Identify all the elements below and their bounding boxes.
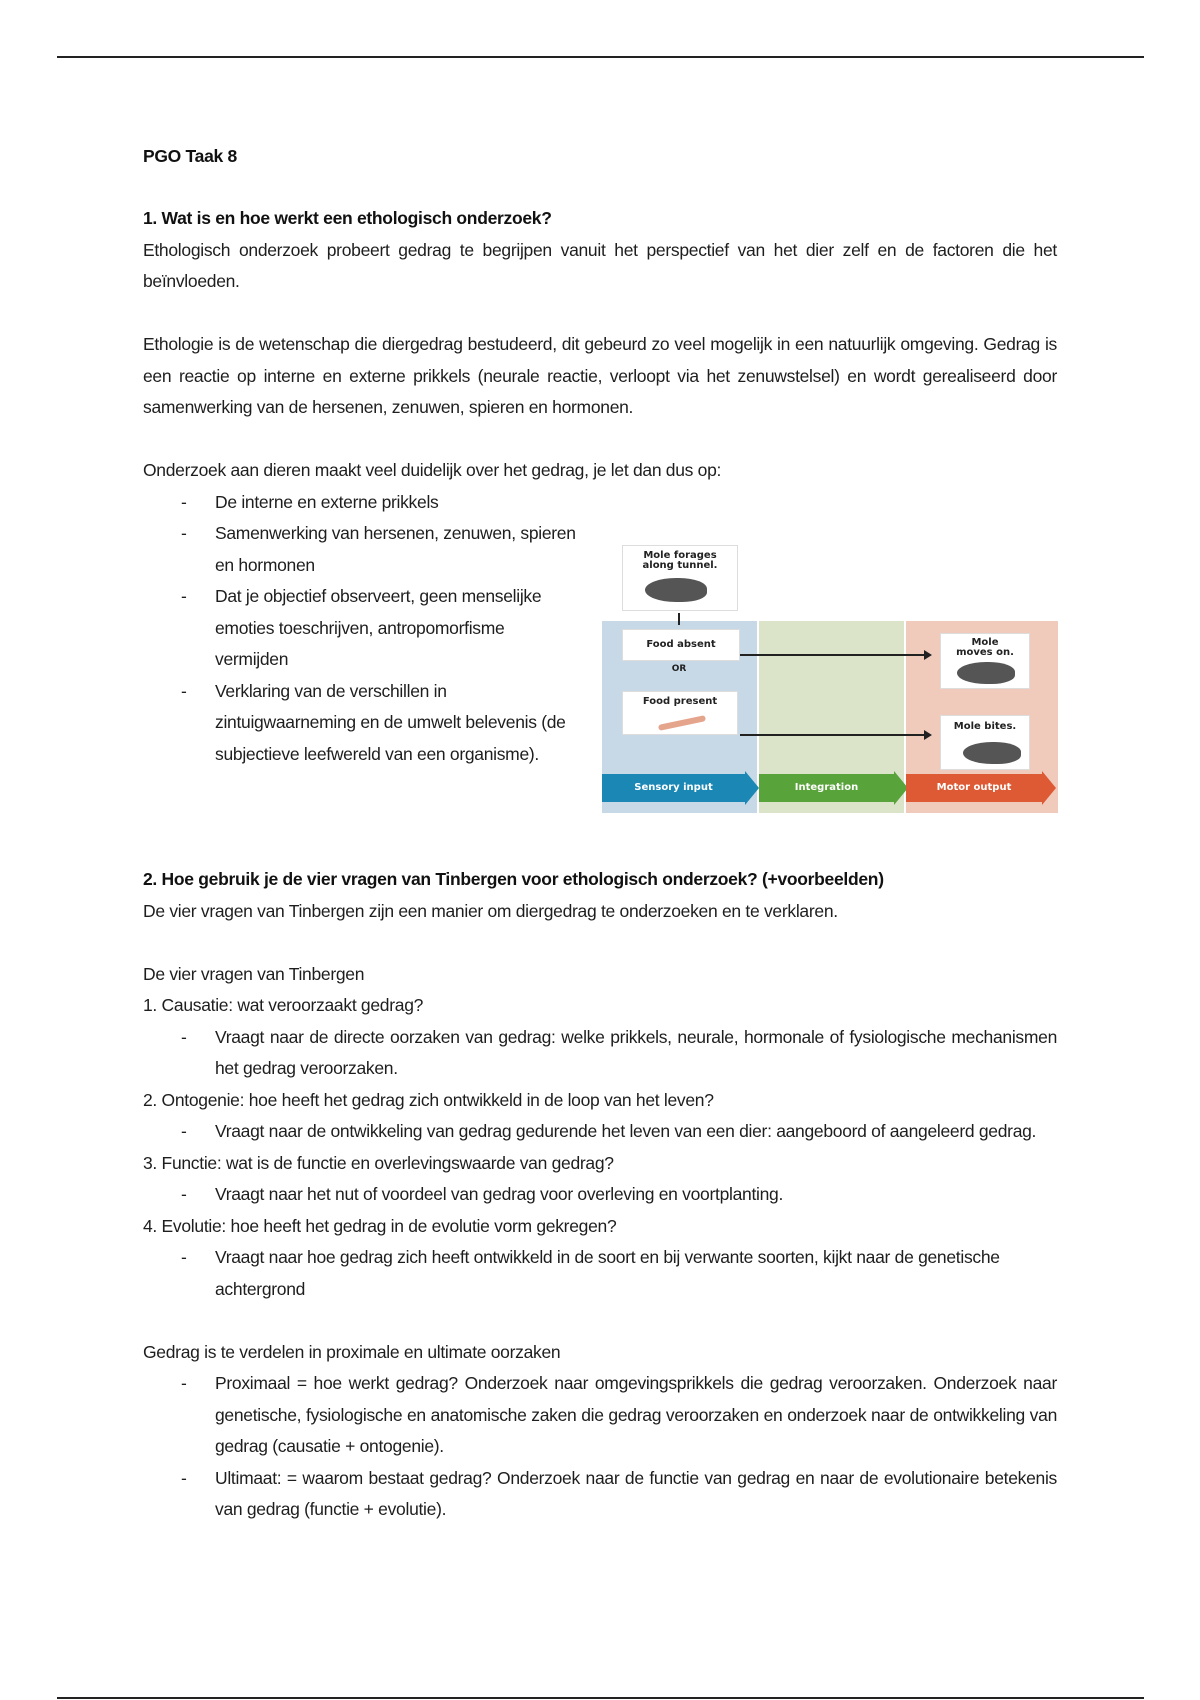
mole-bites-box [940, 715, 1030, 770]
header-rule [57, 56, 1144, 58]
list-item: - Vraagt naar het nut of voordeel van gedrag voor overleving en voortplanting. [143, 1179, 1057, 1211]
mole-moves-on-box [940, 633, 1030, 689]
food-present-box [622, 691, 738, 735]
worm-image [658, 715, 706, 731]
list-item: - Vraagt naar de directe oorzaken van gedrag: welke prikkels, neurale, hormonale of fysiologische mechanismen het gedrag veroorzaken. [143, 1022, 1057, 1085]
arrow-present-to-bites [740, 734, 930, 736]
section-2-heading: 2. Hoe gebruik je de vier vragen van Tinbergen voor ethologisch onderzoek? (+voorbeelden) [143, 869, 884, 889]
question-ontogenie: 2. Ontogenie: hoe heeft het gedrag zich ontwikkeld in de loop van het leven? [143, 1089, 714, 1110]
mole-forages-box [622, 545, 738, 611]
list-item: - Verklaring van de verschillen in zintuigwaarneming en de umwelt belevenis (de subjectieve leefwereld van een organisme). [143, 676, 578, 771]
question-functie: 3. Functie: wat is de functie en overlevingswaarde van gedrag? [143, 1152, 614, 1173]
or-label: OR [671, 664, 687, 674]
section-2-paragraph-2: Gedrag is te verdelen in proximale en ultimate oorzaken [143, 1341, 561, 1362]
mole-image [957, 662, 1015, 684]
list-item: - Vraagt naar hoe gedrag zich heeft ontwikkeld in de soort en bij verwante soorten, kijkt naar de genetische achtergrond [143, 1242, 1057, 1305]
footer-rule [57, 1697, 1144, 1699]
food-present-label: Food present [642, 696, 718, 707]
document-title: PGO Taak 8 [143, 146, 237, 166]
section-1-paragraph-1: Ethologisch onderzoek probeert gedrag te begrijpen vanuit het perspectief van het dier zelf en de factoren die het beïnvloeden. [143, 239, 1057, 291]
section-1-paragraph-3: Onderzoek aan dieren maakt veel duidelijk over het gedrag, je let dan dus op: [143, 460, 722, 480]
stimulus-response-diagram [602, 543, 1058, 815]
arrow-absent-to-moves [740, 654, 930, 656]
moves-on-label: Mole moves on. [956, 637, 1014, 658]
mole-image [645, 578, 707, 602]
mole-image [963, 742, 1021, 764]
food-absent-box: Food absent [622, 629, 740, 661]
section-1-heading: 1. Wat is en hoe werkt een ethologisch onderzoek? [143, 208, 552, 228]
list-item: - Samenwerking van hersenen, zenuwen, spieren en hormonen [143, 518, 578, 581]
list-item: - Ultimaat: = waarom bestaat gedrag? Onderzoek naar de functie van gedrag en naar de evolutionaire betekenis van gedrag (functie + evolutie). [143, 1463, 1057, 1526]
integration-band: Integration [759, 774, 894, 802]
section-2-paragraph-1: De vier vragen van Tinbergen zijn een manier om diergedrag te onderzoeken en te verklaren. [143, 900, 838, 921]
list-item: - Proximaal = hoe werkt gedrag? Onderzoek naar omgevingsprikkels die gedrag veroorzaken. Onderzoek naar genetische, fysiologische en anatomische zaken die gedrag veroorzaken en onderzoek naar de ontwikkeling van gedrag (causatie + ontogenie). [143, 1368, 1057, 1463]
list-item: - Vraagt naar de ontwikkeling van gedrag gedurende het leven van een dier: aangeboord of aangeleerd gedrag. [143, 1116, 1057, 1148]
motor-output-band: Motor output [906, 774, 1042, 802]
question-causatie: 1. Causatie: wat veroorzaakt gedrag? [143, 995, 424, 1015]
sensory-input-band: Sensory input [602, 774, 745, 802]
list-item: - Dat je objectief observeert, geen menselijke emoties toeschrijven, antropomorfisme vermijden [143, 581, 578, 676]
tinbergen-list-title: De vier vragen van Tinbergen [143, 963, 365, 984]
section-2 [143, 864, 1057, 1526]
down-arrow-icon [678, 613, 680, 625]
section-1-paragraph-2: Ethologie is de wetenschap die diergedrag bestudeerd, dit gebeurd zo veel mogelijk in een natuurlijk omgeving. Gedrag is een reactie op interne en externe prikkels (neurale reactie, verloopt via het zenuwstelsel) en wordt gerealiseerd door samenwerking van de hersenen, zenuwen, spieren en hormonen. [143, 334, 1057, 417]
bites-label: Mole bites. [953, 721, 1017, 732]
attention-list [143, 487, 578, 771]
question-evolutie: 4. Evolutie: hoe heeft het gedrag in de evolutie vorm gekregen? [143, 1215, 617, 1236]
mole-forages-label: Mole forages along tunnel. [642, 550, 718, 571]
list-item: - De interne en externe prikkels [143, 487, 578, 519]
